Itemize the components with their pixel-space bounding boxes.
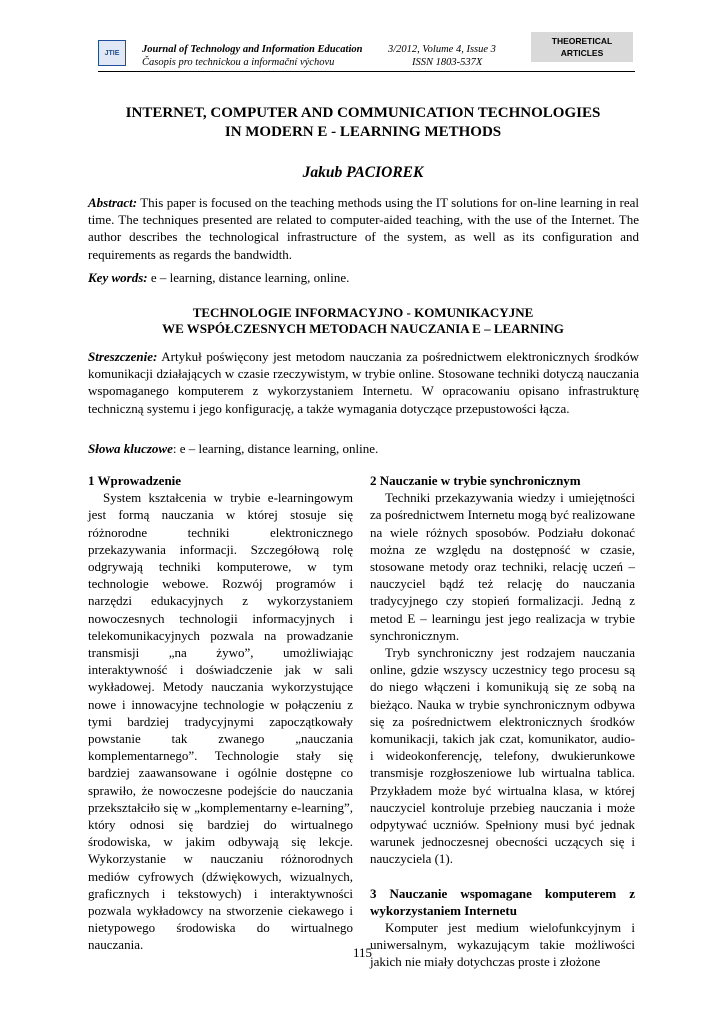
paper-title xyxy=(88,104,638,142)
page-number: 115 xyxy=(352,945,373,960)
keywords-text: e – learning, distance learning, online. xyxy=(147,270,350,285)
section-1-text: System kształcenia w trybie e-learningowym jest formą nauczania w której stosuje się różnorodne techniki elektronicznego przekazywania informacji. Szczegółową rolę odgrywają techniki komputerowe, w tym technologie webowe. Rozwój programów i narzędzi edukacyjnych z wykorzystaniem nowoczesnych technologii informacyjnych i telekomunikacyjnych pozwala na prowadzanie transmisji „na żywo”, umożliwiając interaktywność i doświadczenie jak w sali wykładowej. Metody nauczania wykorzystujące nowe i innowacyjne technologie w połączeniu z tymi bardziej tradycyjnymi zapoczątkowały powstanie tak zwanego „nauczania komplementarnego”. Technologie stały się bardziej zaawansowane i ogólnie dostępne co sprawiło, że nowoczesne podejście do nauczania przekształciło się w „komplementarny e-learning”, który odnosi się bardziej do wirtualnego środowiska, w jakim odbywają się lekcje. Wykorzystanie w nauczaniu różnorodnych mediów cyfrowych (dźwiękowych, wizualnych, graficznych i tekstowych) i interaktywności pozwala wykładowcy na stworzenie ciekawego i nietypowego środowiska do wirtualnego nauczania. xyxy=(88,490,353,953)
journal-name: Journal of Technology and Information Education xyxy=(142,44,363,55)
polish-title xyxy=(88,305,638,337)
keywords-label: Key words: xyxy=(88,270,148,285)
polish-title-line: WE WSPÓŁCZESNYCH METODACH NAUCZANIA E – LEARNING xyxy=(162,321,564,336)
slowa-label: Słowa kluczowe xyxy=(88,441,173,456)
streszczenie-label: Streszczenie: xyxy=(88,349,158,364)
issn: ISSN 1803-537X xyxy=(412,57,483,68)
section-2-paragraph-2: Tryb synchroniczny jest rodzajem nauczania online, gdzie wszyscy uczestnicy tego procesu są do niego włączeni i komunikują się ze sobą na bieżąco. Nauka w trybie synchronicznym odbywa się za pośrednictwem elektronicznych środków komunikacji, takich jak czat, komunikator, audio- i wideokonferencję, telefony, dwukierunkowe transmisje rozgłoszeniowe lub wirtualna tablica. Przykładem może być wirtualna klasa, w której nauczyciel kontroluje przebieg nauczania i może odpytywać uczniów. Spełniony musi być jednak warunek jednoczesnej obecności uczących się i nauczyciela (1). xyxy=(370,645,635,867)
paper-title-line: IN MODERN E - LEARNING METHODS xyxy=(224,124,502,140)
section-2-paragraph-1: Techniki przekazywania wiedzy i umiejętności za pośrednictwem Internetu mogą być realizowane na wiele różnych sposobów. Podziału dokonać można ze względu na dostępność w czasie, stosowane metody oraz techniki, relację uczeń – nauczyciel bądź też relację do nauczania tradycyjnego czy stopień formalizacji. Jedną z metod E – learningu jest jego realizacja w trybie synchronicznym. xyxy=(370,490,635,643)
right-column xyxy=(370,472,635,971)
section-3-text: Komputer jest medium wielofunkcyjnym i uniwersalnym, wykazującym takie możliwości jakich nie miały dotychczas proste i złożone xyxy=(370,920,635,970)
streszczenie-text: Artykuł poświęcony jest metodom nauczania za pośrednictwem elektronicznych środków komunikacji działających w czasie rzeczywistym, w trybie online. Stosowane techniki dotyczą nauczania wspomaganego komputerem z wykorzystaniem Internetu. W opracowaniu opisano infrastrukturę techniczną systemu i jego konfigurację, a także wymagania dotyczące przepustowości łącza. xyxy=(88,349,639,416)
section-3-heading: 3 Nauczanie wspomagane komputerem z wykorzystaniem Internetu xyxy=(370,885,635,918)
header-divider xyxy=(98,71,635,72)
section-badge xyxy=(531,32,633,62)
slowa-kluczowe xyxy=(88,440,639,457)
section-2-heading: 2 Nauczanie w trybie synchronicznym xyxy=(370,473,581,488)
polish-title-line: TECHNOLOGIE INFORMACYJNO - KOMUNIKACYJNE xyxy=(192,305,534,320)
section-badge-line: ARTICLES xyxy=(560,48,604,58)
section-1-heading: 1 Wprowadzenie xyxy=(88,473,182,488)
abstract-label: Abstract: xyxy=(88,195,138,210)
keywords xyxy=(88,269,639,286)
logo-text: JTIE xyxy=(104,49,120,57)
author-name: Jakub PACIOREK xyxy=(302,164,424,181)
abstract-text: This paper is focused on the teaching methods using the IT solutions for on-line learning in real time. The techniques presented are related to computer-aided teaching, with the use of the Internet. The author describes the technological infrastructure of the system, as well as its configuration and requirements as regards the bandwidth. xyxy=(88,195,639,262)
issue-info: 3/2012, Volume 4, Issue 3 xyxy=(388,44,496,55)
paper-title-line: INTERNET, COMPUTER AND COMMUNICATION TECHNOLOGIES xyxy=(125,105,601,121)
section-badge-line: THEORETICAL xyxy=(551,36,613,46)
left-column xyxy=(88,472,353,954)
streszczenie xyxy=(88,348,639,417)
slowa-text: : e – learning, distance learning, online. xyxy=(172,441,379,456)
abstract xyxy=(88,194,639,263)
journal-name-cz: Časopis pro technickou a informační výchovu xyxy=(142,57,335,68)
journal-logo-icon xyxy=(98,40,126,66)
